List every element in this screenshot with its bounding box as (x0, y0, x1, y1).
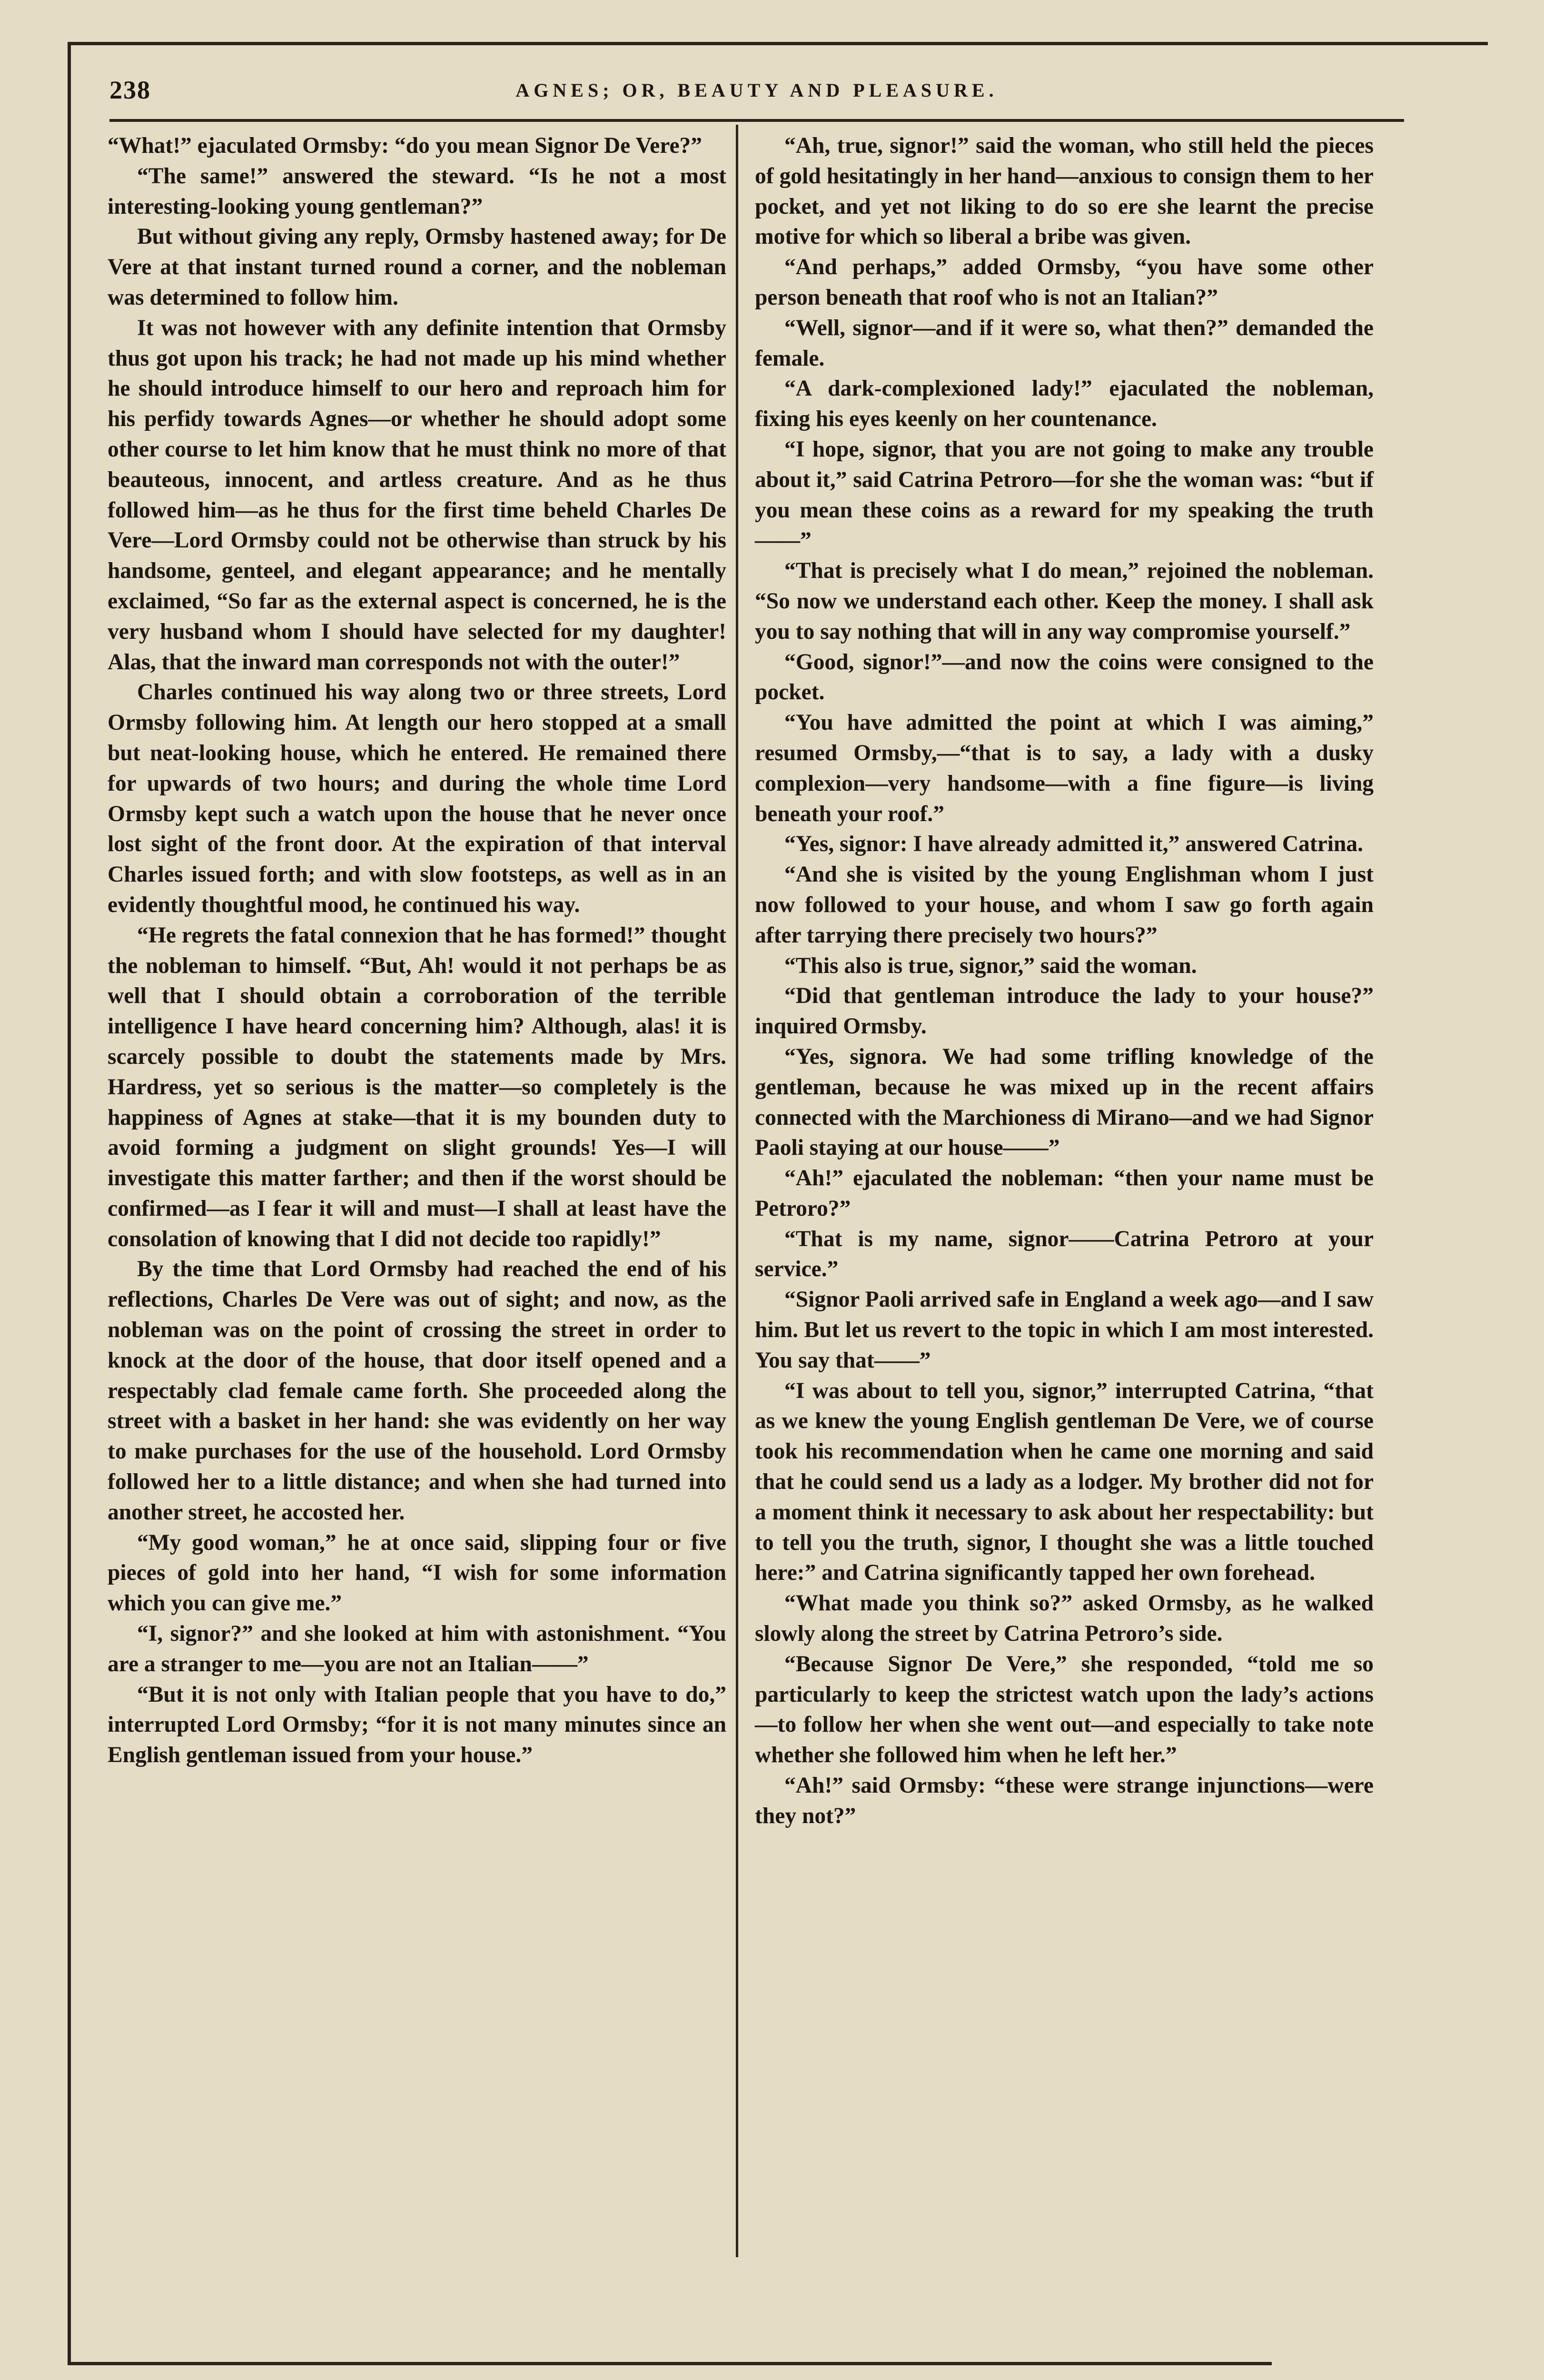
paragraph: “Signor Paoli arrived safe in England a week ago—and I saw him. But let us revert to the topic in which I am most interested. You say that——” (755, 1287, 1374, 1373)
paragraph: “That is precisely what I do mean,” rejoined the nobleman. “So now we understand each other. Keep the money. I shall ask you to say nothing that will in any way compromise yourself.” (755, 558, 1374, 644)
paragraph: “But it is not only with Italian people that you have to do,” interrupted Lord Ormsby; “for it is not many minutes since an English gentleman issued from your house.” (108, 1682, 726, 1768)
paragraph: “A dark-complexioned lady!” ejaculated the nobleman, fixing his eyes keenly on her countenance. (755, 376, 1374, 432)
paragraph: “This also is true, signor,” said the woman. (784, 953, 1197, 978)
paragraph: “I, signor?” and she looked at him with astonishment. “You are a stranger to me—you are not an Italian——” (108, 1621, 726, 1676)
paragraph: “Did that gentleman introduce the lady to your house?” inquired Ormsby. (755, 983, 1374, 1039)
paragraph: “He regrets the fatal connexion that he has formed!” thought the nobleman to himself. “But, Ah! would it not perhaps be as well that I should obtain a corroboration of the terrible intelligence I have heard concerning him? Although, alas! it is scarcely possible to doubt the statements made by Mrs. Hardress, yet so serious is the matter—so completely is the happiness of Agnes at stake—that it is my bounden duty to avoid forming a judgment on slight grounds! Yes—I will investigate this matter farther; and then if the worst should be confirmed—as I fear it will and must—I shall at least have the consolation of knowing that I did not decide too rapidly!” (108, 922, 726, 1251)
paragraph: “I hope, signor, that you are not going to make any trouble about it,” said Catrina Petroro—for she the woman was: “but if you mean these coins as a reward for my speaking the truth——” (755, 436, 1374, 553)
paragraph: “Yes, signora. We had some trifling knowledge of the gentleman, because he was mixed up in the recent affairs connected with the Marchioness di Mirano—and we had Signor Paoli staying at our house——” (755, 1044, 1374, 1160)
page-header (109, 75, 1404, 118)
paragraph: “Ah!” said Ormsby: “these were strange injunctions—were they not?” (755, 1773, 1374, 1828)
paragraph: But without giving any reply, Ormsby hastened away; for De Vere at that instant turned round a corner, and the nobleman was determined to follow him. (108, 224, 726, 310)
page-border-bottom (68, 2362, 1272, 2365)
paragraph: “The same!” answered the steward. “Is he not a most interesting-looking young gentleman?” (108, 163, 726, 219)
paragraph: Charles continued his way along two or three streets, Lord Ormsby following him. At length our hero stopped at a small but neat-looking house, which he entered. He remained there for upwards of two hours; and during the whole time Lord Ormsby kept such a watch upon the house that he never once lost sight of the front door. At the expiration of that interval Charles issued forth; and with slow footsteps, as well as in an evidently thoughtful mood, he continued his way. (108, 680, 726, 917)
paragraph: “Yes, signor: I have already admitted it,” answered Catrina. (784, 832, 1364, 857)
paragraph: “Ah, true, signor!” said the woman, who still held the pieces of gold hesitatingly in her hand—anxious to consign them to her pocket, and yet not liking to do so ere she learnt the precise motive for which so liberal a bribe was given. (755, 133, 1374, 249)
header-rule (109, 119, 1404, 122)
paragraph: “Ah!” ejaculated the nobleman: “then your name must be Petroro?” (755, 1166, 1374, 1221)
paragraph: “And perhaps,” added Ormsby, “you have some other person beneath that roof who is not an Italian?” (755, 255, 1374, 310)
paragraph: By the time that Lord Ormsby had reached the end of his reflections, Charles De Vere was out of sight; and now, as the nobleman was on the point of crossing the street in order to knock at the door of the house, that door itself opened and a respectably clad female came forth. She proceeded along the street with a basket in her hand: she was evidently on her way to make purchases for the use of the household. Lord Ormsby followed her to a little distance; and when she had turned into another street, he accosted her. (108, 1257, 726, 1525)
paragraph: “What!” ejaculated Ormsby: “do you mean Signor De Vere?” (108, 133, 703, 158)
paragraph: It was not however with any definite intention that Ormsby thus got upon his track; he had not made up his mind whether he should introduce himself to our hero and reproach him for his perfidy towards Agnes—or whether he should adopt some other course to let him know that he must think no more of that beauteous, innocent, and artless creature. And as he thus followed him—as he thus for the first time beheld Charles De Vere—Lord Ormsby could not be otherwise than struck by his handsome, genteel, and elegant appearance; and he mentally exclaimed, “So far as the external aspect is concerned, he is the very husband whom I should have selected for my daughter! Alas, that the inward man corresponds not with the outer!” (108, 315, 726, 674)
page-number: 238 (109, 76, 151, 104)
paragraph: “My good woman,” he at once said, slipping four or five pieces of gold into her hand, “I wish for some information which you can give me.” (108, 1530, 726, 1616)
left-column (108, 131, 726, 1771)
paragraph: “Good, signor!”—and now the coins were consigned to the pocket. (755, 649, 1374, 705)
paragraph: “You have admitted the point at which I was aiming,” resumed Ormsby,—“that is to say, a lady with a dusky complexion—very handsome—with a fine figure—is living beneath your roof.” (755, 710, 1374, 826)
paragraph: “Because Signor De Vere,” she responded, “told me so particularly to keep the strictest watch upon the lady’s actions—to follow her when she went out—and especially to take note whether she followed him when he left her.” (755, 1651, 1374, 1768)
paragraph: “What made you think so?” asked Ormsby, as he walked slowly along the street by Catrina Petroro’s side. (755, 1591, 1374, 1646)
column-divider (736, 125, 738, 2257)
right-column (755, 131, 1374, 1832)
paragraph: “Well, signor—and if it were so, what then?” demanded the female. (755, 315, 1374, 371)
paragraph: “And she is visited by the young Englishman whom I just now followed to your house, and whom I saw go forth again after tarrying there precisely two hours?” (755, 862, 1374, 948)
running-title: AGNES; OR, BEAUTY AND PLEASURE. (515, 79, 998, 101)
paragraph: “That is my name, signor——Catrina Petroro at your service.” (755, 1226, 1374, 1282)
paragraph: “I was about to tell you, signor,” interrupted Catrina, “that as we knew the young English gentleman De Vere, we of course took his recommendation when he came one morning and said that he could send us a lady as a lodger. My brother did not for a moment think it necessary to ask about her respectability: but to tell you the truth, signor, I thought she was a little touched here:” and Catrina significantly tapped her own forehead. (755, 1378, 1374, 1586)
